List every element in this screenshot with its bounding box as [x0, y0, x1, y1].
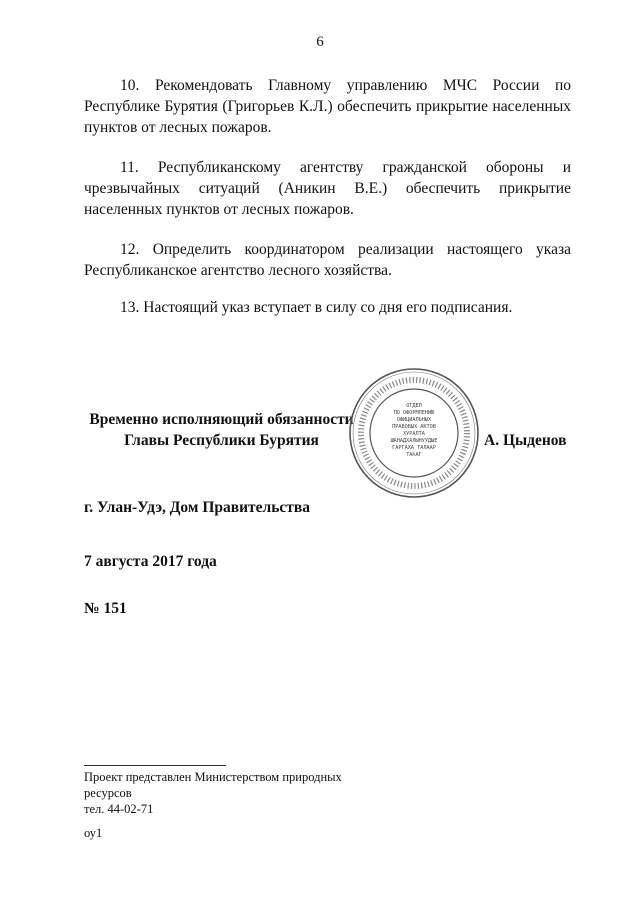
signatory-title-line-1: Временно исполняющий обязанности — [89, 411, 354, 428]
paragraph-12: 12. Определить координатором реализации настоящего указа Республиканское агентство лесного хозяйства. — [84, 241, 571, 279]
page-number: 6 — [316, 34, 324, 50]
seal-line-1: ОТДЕЛ — [406, 403, 422, 409]
footnote-divider — [84, 765, 226, 766]
seal-line-3: ОФИЦИАЛЬНЫХ — [396, 417, 432, 423]
footnote — [84, 769, 374, 817]
paragraph-11: 11. Республиканскому агентству гражданской обороны и чрезвычайных ситуаций (Аникин В.Е.) обеспечить прикрытие населенных пунктов от лесных пожаров. — [84, 159, 571, 218]
document-code: оу1 — [84, 826, 103, 840]
seal-line-5: ХУРАЛТА — [403, 431, 425, 437]
paragraph-10: 10. Рекомендовать Главному управлению МЧС России по Республике Бурятия (Григорьев К.Л.) обеспечить прикрытие населенных пунктов от лесных пожаров. — [84, 77, 571, 136]
seal-line-4: ПРАВОВЫХ АКТОВ — [392, 424, 436, 430]
official-seal-stamp — [347, 366, 481, 500]
signatory-name: А. Цыденов — [484, 432, 567, 449]
footnote-line-1: Проект представлен Министерством природных — [84, 770, 342, 784]
seal-line-6: ШАНАДХАЛЫНУУДЫЕ — [390, 438, 438, 444]
place-of-signing: г. Улан-Удэ, Дом Правительства — [84, 499, 311, 516]
signing-date: 7 августа 2017 года — [84, 553, 217, 570]
paragraph-13: 13. Настоящий указ вступает в силу со дня его подписания. — [120, 299, 513, 316]
footnote-line-2: ресурсов — [84, 786, 132, 800]
signatory-title — [84, 409, 359, 451]
decree-number: № 151 — [84, 600, 127, 617]
footnote-line-3: тел. 44-02-71 — [84, 802, 154, 816]
seal-line-2: ПО ОФОРМЛЕНИЮ — [393, 410, 435, 416]
seal-line-7: ГАРГАХА ТАЛААР — [392, 445, 436, 451]
seal-line-8: ТАҺАГ — [406, 452, 422, 458]
signatory-title-line-2: Главы Республики Бурятия — [124, 432, 319, 449]
